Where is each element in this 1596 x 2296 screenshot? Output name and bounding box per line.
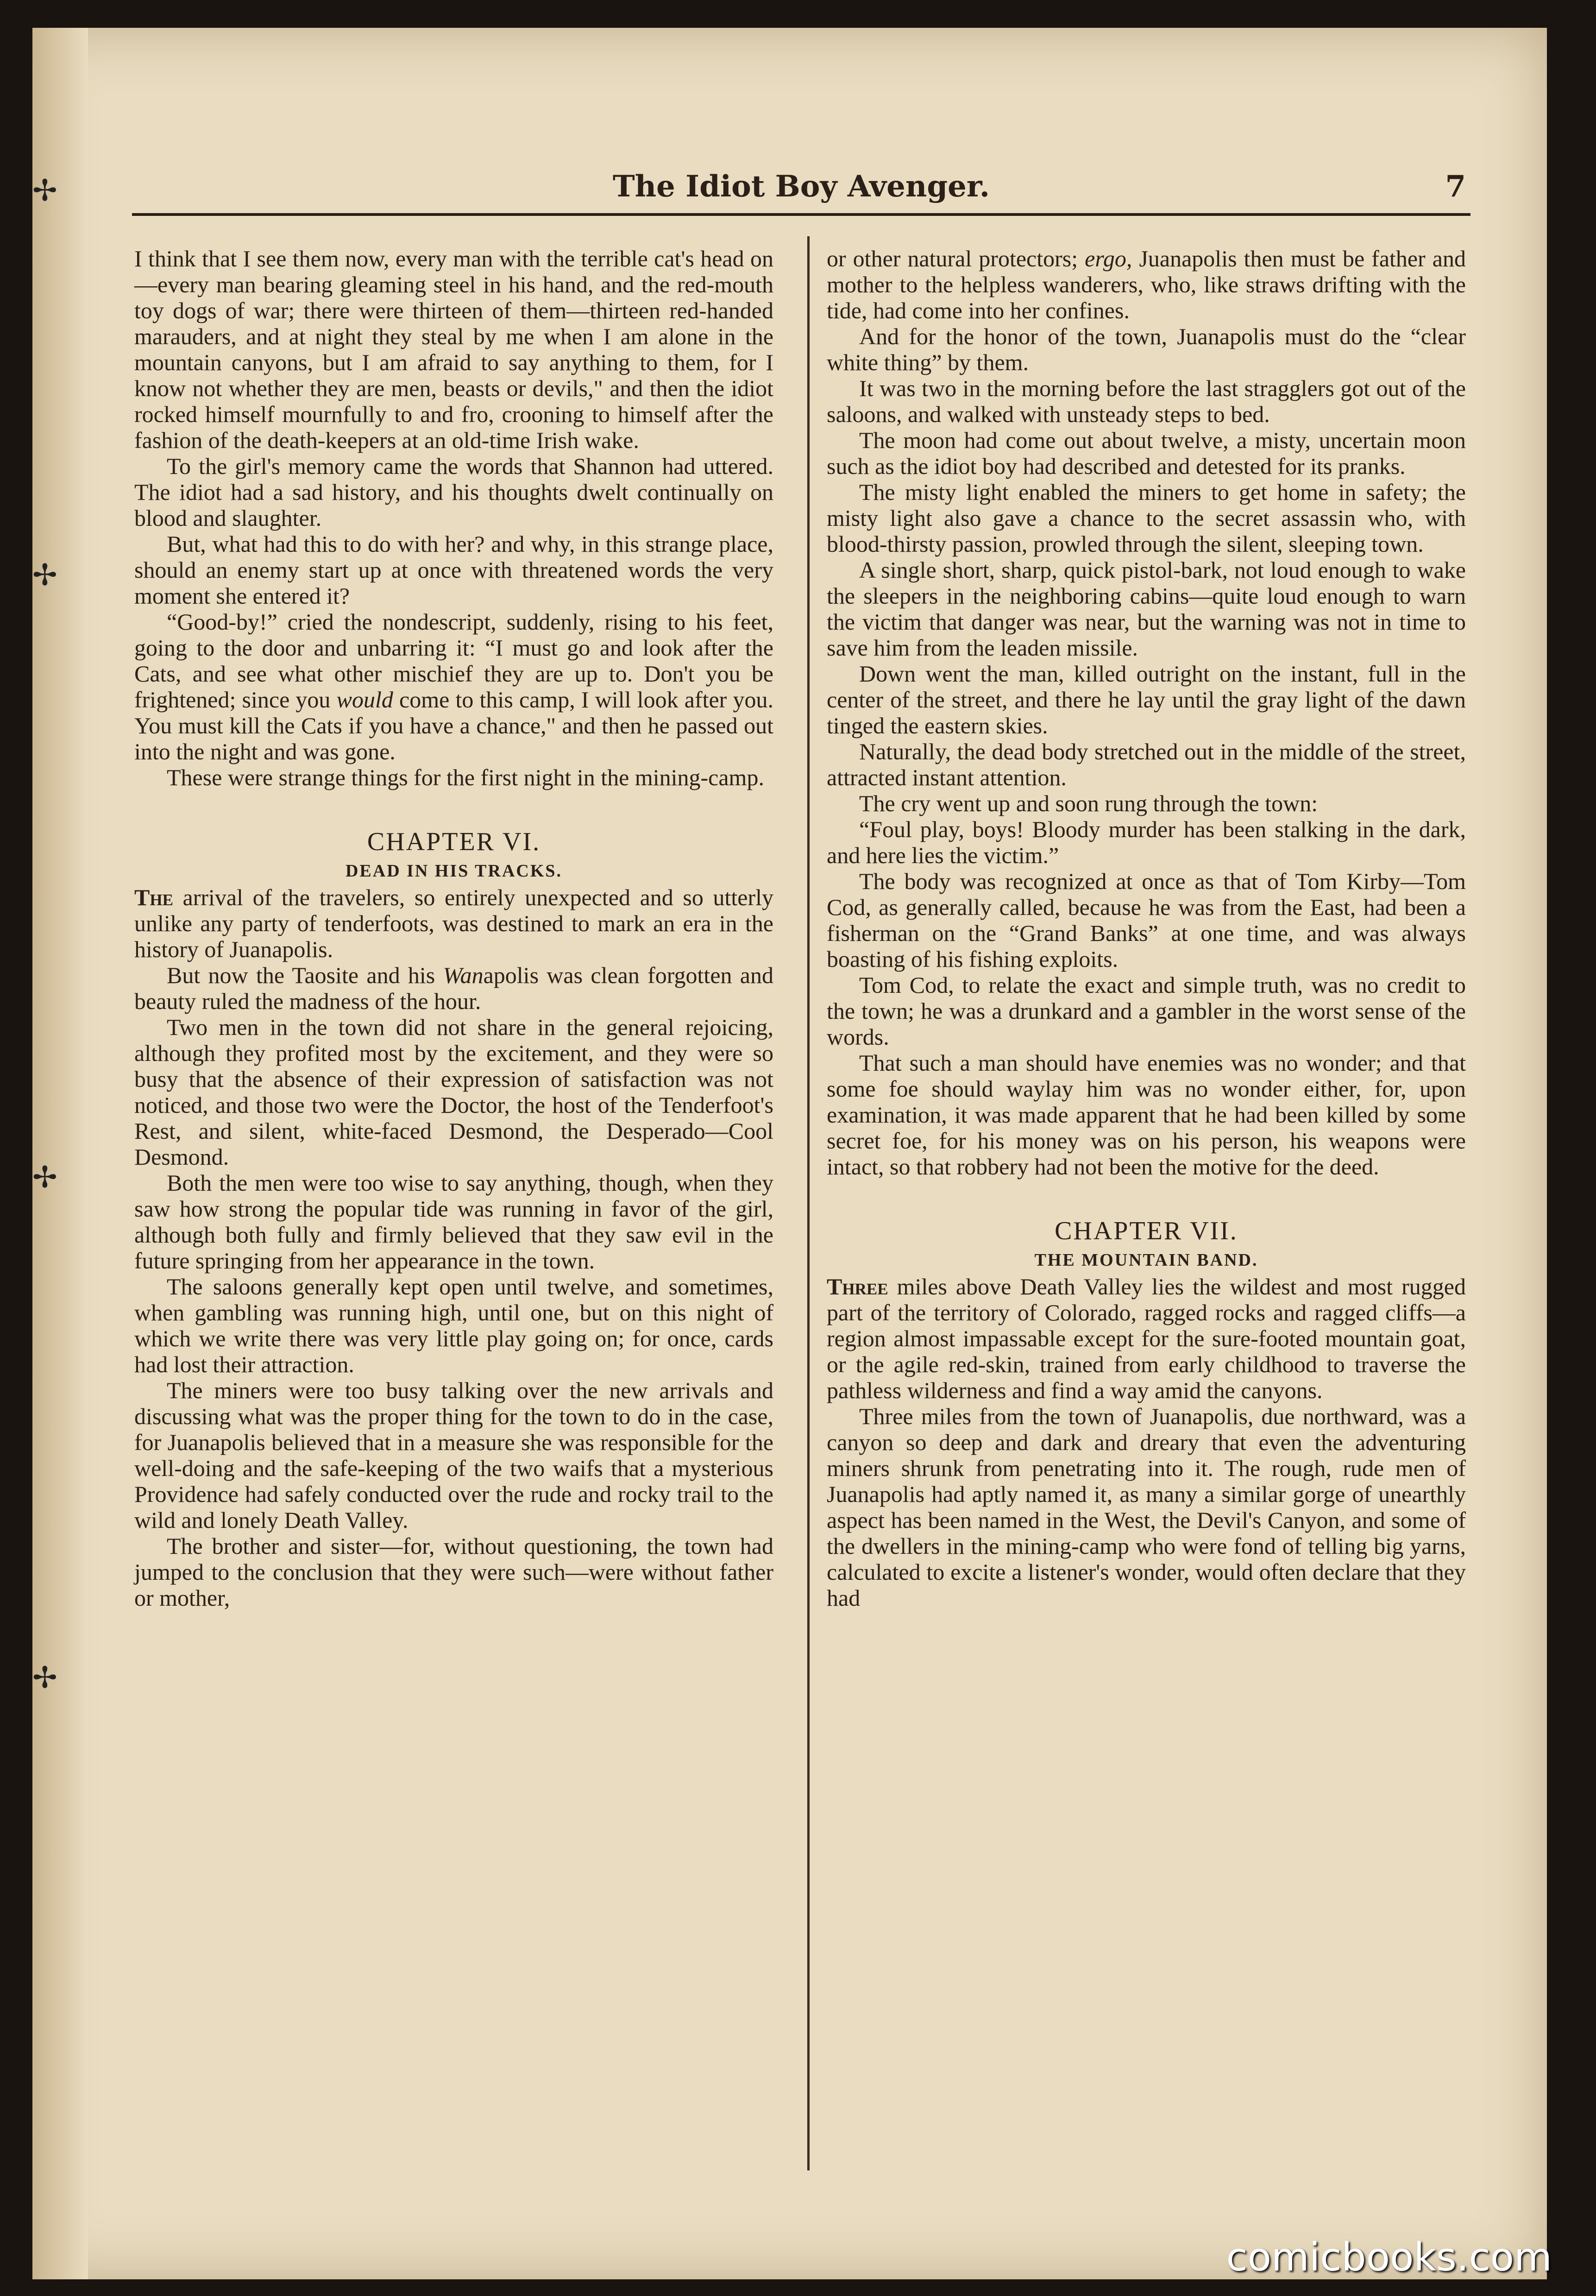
paragraph: The body was recognized at once as that of Tom Kirby—Tom Cod, as generally called, because he was from the East, had been a fisherman on the “Grand Banks” at one time, and was always boasting of his fishing exploits.: [827, 868, 1466, 972]
paragraph: And for the honor of the town, Juanapolis must do the “clear white thing” by them.: [827, 323, 1466, 375]
paragraph: Down went the man, killed outright on the instant, full in the center of the street, and there he lay until the gray light of the dawn tinged the eastern skies.: [827, 661, 1466, 738]
lead-word: Three: [827, 1274, 888, 1300]
paragraph: The brother and sister—for, without questioning, the town had jumped to the conclusion that they were such—were without father or mother,: [134, 1533, 773, 1611]
paragraph: [827, 1274, 1466, 1403]
chapter-heading: [827, 1217, 1466, 1270]
chapter-heading: [134, 827, 773, 881]
paragraph: The saloons generally kept open until twelve, and sometimes, when gambling was running high, until one, but on this night of which we write there was very little play going on; for once, cards had lost their attraction.: [134, 1274, 773, 1378]
paragraph: [134, 609, 773, 764]
page-number: 7: [1445, 169, 1466, 204]
paragraph: Tom Cod, to relate the exact and simple truth, was no credit to the town; he was a drunkard and a gambler in the worst sense of the words.: [827, 972, 1466, 1050]
paragraph: [134, 884, 773, 962]
paragraph: That such a man should have enemies was no wonder; and that some foe should waylay him was no wonder either, for, upon examination, it was made apparent that he had been killed by some secret foe, for his money was on his person, his weapons were intact, so that robbery had not been the motive for the deed.: [827, 1050, 1466, 1180]
running-header: [132, 144, 1470, 216]
chapter-subtitle: DEAD IN HIS TRACKS.: [345, 861, 563, 881]
paragraph: The miners were too busy talking over the new arrivals and discussing what was the proper thing for the town to do in the case, for Juanapolis believed that in a measure she was responsible for the well-doing and the safe-keeping of the two waifs that a mysterious Providence had safely conducted over the rude and rocky trail to the wild and lonely Death Valley.: [134, 1377, 773, 1533]
paragraph-text: miles above Death Valley lies the wildest and most rugged part of the territory of Colorado, ragged rocks and ragged cliffs—a region almost impassable except for the sure-footed mountain goat, or the agile red-skin, trained from early childhood to traverse the pathless wilderness and find a way amid the canyons.: [827, 1274, 1466, 1404]
staple-mark: ✢: [32, 559, 57, 592]
paragraph: To the girl's memory came the words that Shannon had uttered. The idiot had a sad history, and his thoughts dwelt continually on blood and slaughter.: [134, 453, 773, 531]
paragraph: The misty light enabled the miners to get home in safety; the misty light also gave a chance to the secret assassin who, with blood-thirsty passion, prowled through the silent, sleeping town.: [827, 479, 1466, 557]
staple-mark: ✢: [32, 1161, 57, 1194]
paragraph-text: come to this camp, I will look after you. You must kill the Cats if you have a chance," and then he passed out into the night and was gone.: [134, 687, 773, 764]
paragraph: A single short, sharp, quick pistol-bark, not loud enough to wake the sleepers in the neighboring cabins—quite loud enough to warn the victim that danger was near, but the warning was not in time to save him from the leaden missile.: [827, 557, 1466, 661]
right-column: [827, 246, 1466, 1611]
italic-text: Wan: [443, 962, 484, 989]
paragraph: [827, 246, 1466, 323]
italic-text: ergo,: [1085, 246, 1132, 271]
paragraph-text: Juanapolis then must be father and mother to the helpless wanderers, who, like straws drifting with the tide, had come into her confines.: [827, 246, 1466, 323]
paragraph: It was two in the morning before the last stragglers got out of the saloons, and walked with unsteady steps to bed.: [827, 375, 1466, 427]
paragraph-text: or other natural protectors;: [827, 246, 1085, 271]
paragraph: “Foul play, boys! Bloody murder has been stalking in the dark, and here lies the victim.”: [827, 816, 1466, 868]
page-spine: [32, 28, 88, 2279]
site-watermark: comicbooks.com: [1226, 2234, 1552, 2280]
chapter-title: CHAPTER VII.: [1055, 1217, 1238, 1245]
paragraph: Naturally, the dead body stretched out in the middle of the street, attracted instant attention.: [827, 738, 1466, 790]
paragraph: Two men in the town did not share in the general rejoicing, although they profited most by the excitement, and they were so busy that the absence of their expression of satisfaction was not noticed, and those two were the Doctor, the host of the Tenderfoot's Rest, and silent, white-faced Desmond, the Desperado—Cool Desmond.: [134, 1014, 773, 1170]
paragraph: I think that I see them now, every man with the terrible cat's head on—every man bearing gleaming steel in his hand, and the red-mouth toy dogs of war; there were thirteen of them—thirteen red-handed marauders, and at night they steal by me when I am alone in the mountain canyons, but I am afraid to say anything to them, for I know not whether they are men, beasts or devils," and then the idiot rocked himself mournfully to and fro, crooning to himself after the fashion of the death-keepers at an old-time Irish wake.: [134, 246, 773, 453]
italic-text: would: [336, 687, 393, 713]
header-title: The Idiot Boy Avenger.: [612, 169, 990, 204]
paragraph: [134, 962, 773, 1014]
paragraph-text: But now the Taosite and his: [167, 962, 443, 989]
paragraph-text: arrival of the travelers, so entirely unexpected and so utterly unlike any party of tenderfoots, was destined to mark an era in the history of Juanapolis.: [134, 884, 773, 963]
paragraph: But, what had this to do with her? and why, in this strange place, should an enemy start up at once with threatened words the very moment she entered it?: [134, 531, 773, 609]
lead-word: The: [134, 884, 173, 911]
chapter-subtitle: THE MOUNTAIN BAND.: [1034, 1250, 1258, 1270]
paragraph: Three miles from the town of Juanapolis, due northward, was a canyon so deep and dark and dreary that even the adventuring miners shrunk from penetrating into it. The rough, rude men of Juanapolis had aptly named it, as many a similar gorge of unearthly aspect has been named in the West, the Devil's Canyon, and some of the dwellers in the mining-camp who were fond of telling big yarns, calculated to excite a listener's wonder, would often declare that they had: [827, 1403, 1466, 1611]
staple-mark: ✢: [32, 174, 57, 207]
column-divider: [807, 236, 810, 2170]
chapter-title: CHAPTER VI.: [367, 827, 541, 856]
staple-mark: ✢: [32, 1661, 57, 1694]
left-column: [134, 246, 773, 1611]
paragraph-text: “Good-by!” cried the nondescript, suddenly, rising to his feet, going to the door and unbarring it: “I must go and look after the Cats, and see what other mischief they are up to. Don't you be frightened; since you: [134, 609, 773, 713]
magazine-page: [32, 28, 1547, 2279]
paragraph: Both the men were too wise to say anything, though, when they saw how strong the popular tide was running in favor of the girl, although both fully and firmly believed that they saw evil in the future springing from her appearance in the town.: [134, 1170, 773, 1274]
paragraph: These were strange things for the first night in the mining-camp.: [167, 764, 764, 790]
paragraph: The cry went up and soon rung through the town:: [859, 790, 1318, 816]
paragraph-text: apolis was clean forgotten and beauty ruled the madness of the hour.: [134, 962, 774, 1015]
paragraph: The moon had come out about twelve, a misty, uncertain moon such as the idiot boy had described and detested for its pranks.: [827, 427, 1466, 479]
